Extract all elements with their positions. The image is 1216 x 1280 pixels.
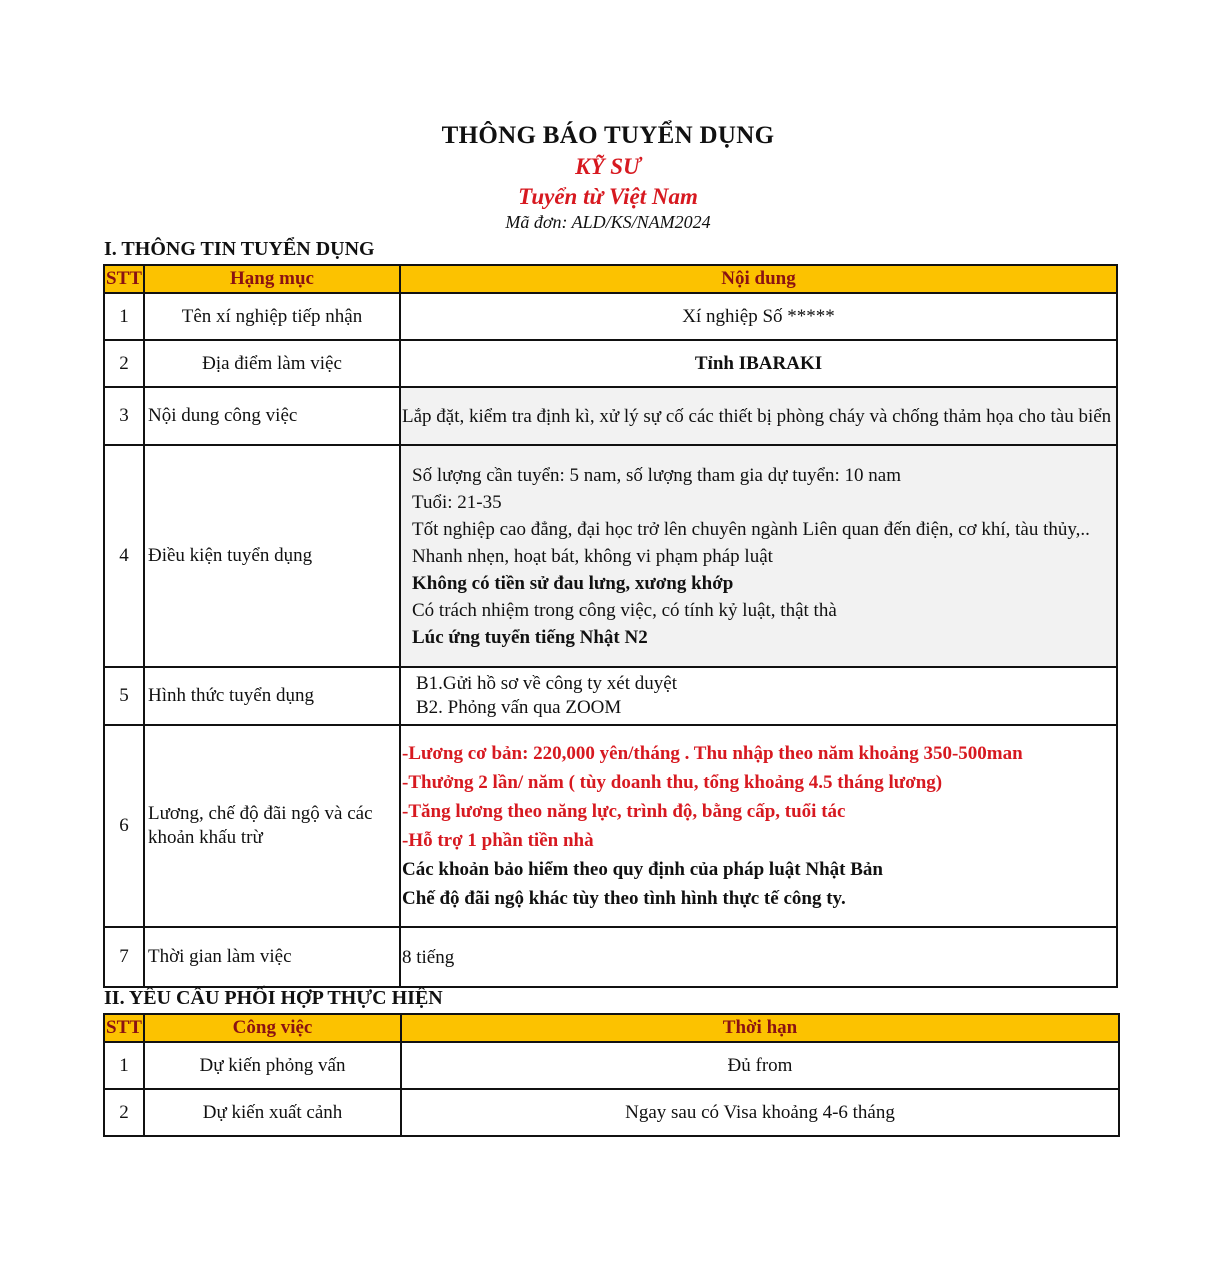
method-line: B1.Gửi hồ sơ về công ty xét duyệt [416,673,677,694]
position-title: KỸ SƯ [575,154,641,179]
table-row [104,667,1117,725]
row-number: 1 [104,293,144,340]
table-row [104,340,1117,387]
salary-line: Các khoản bảo hiểm theo quy định của pháp luật Nhật Bản [402,859,883,880]
row-item: Lương, chế độ đãi ngộ và các khoản khấu trừ [144,725,400,927]
row-item: Địa điểm làm việc [144,340,400,387]
row-item: Thời gian làm việc [144,927,400,987]
row-number: 4 [104,445,144,667]
salary-line: -Tăng lương theo năng lực, trình độ, bằng cấp, tuổi tác [402,801,846,822]
table-row [104,293,1117,340]
method-line: B2. Phỏng vấn qua ZOOM [416,697,622,718]
section2-heading: II. YÊU CẦU PHỐI HỢP THỰC HIỆN [104,987,443,1009]
coordination-table [103,1013,1120,1137]
row-task: Dự kiến xuất cảnh [144,1089,401,1136]
row-content: 8 tiếng [400,927,1117,987]
table-header-row [104,1014,1119,1042]
salary-line: -Hỗ trợ 1 phần tiền nhà [402,830,594,851]
condition-line: Số lượng cần tuyển: 5 nam, số lượng tham gia dự tuyển: 10 nam [412,464,901,486]
row-deadline: Ngay sau có Visa khoảng 4-6 tháng [401,1089,1119,1136]
table-row [104,445,1117,667]
salary-line: Chế độ đãi ngộ khác tùy theo tình hình thực tế công ty. [402,888,846,909]
source-subtitle: Tuyển từ Việt Nam [518,184,698,209]
row-content: Lắp đặt, kiểm tra định kì, xử lý sự cố các thiết bị phòng cháy và chống thảm họa cho tàu biển [400,387,1117,445]
col-header-item: Hạng mục [144,265,400,293]
salary-line: -Thưởng 2 lần/ năm ( tùy doanh thu, tổng khoảng 4.5 tháng lương) [402,772,943,793]
condition-line: Lúc ứng tuyển tiếng Nhật N2 [412,626,648,648]
col-header-stt: STT [104,265,144,293]
condition-line: Không có tiền sử đau lưng, xương khớp [412,572,734,594]
row-number: 3 [104,387,144,445]
row-number: 6 [104,725,144,927]
row-content: Xí nghiệp Số ***** [400,293,1117,340]
row-task: Dự kiến phỏng vấn [144,1042,401,1089]
row-item: Hình thức tuyển dụng [144,667,400,725]
col-header-deadline: Thời hạn [401,1014,1119,1042]
col-header-task: Công việc [144,1014,401,1042]
recruitment-info-table [103,264,1118,988]
section1-heading: I. THÔNG TIN TUYỂN DỤNG [104,238,375,260]
order-code: Mã đơn: ALD/KS/NAM2024 [505,212,711,232]
row-item: Điều kiện tuyển dụng [144,445,400,667]
row-content [400,667,1117,725]
table-header-row [104,265,1117,293]
row-content: Tỉnh IBARAKI [400,340,1117,387]
row-number: 2 [104,340,144,387]
row-content [400,725,1117,927]
table-row [104,725,1117,927]
table-row [104,387,1117,445]
col-header-stt: STT [104,1014,144,1042]
table-row [104,927,1117,987]
row-number: 5 [104,667,144,725]
row-item: Nội dung công việc [144,387,400,445]
table-row [104,1042,1119,1089]
row-item: Tên xí nghiệp tiếp nhận [144,293,400,340]
condition-line: Tốt nghiệp cao đẳng, đại học trở lên chuyên ngành Liên quan đến điện, cơ khí, tàu thủy,.. [412,518,1090,540]
row-deadline: Đủ from [401,1042,1119,1089]
condition-line: Có trách nhiệm trong công việc, có tính kỷ luật, thật thà [412,599,837,621]
row-content [400,445,1117,667]
row-number: 1 [104,1042,144,1089]
condition-line: Nhanh nhẹn, hoạt bát, không vi phạm pháp luật [412,545,773,567]
col-header-content: Nội dung [400,265,1117,293]
row-number: 7 [104,927,144,987]
condition-line: Tuổi: 21-35 [412,491,502,513]
row-number: 2 [104,1089,144,1136]
salary-line: -Lương cơ bản: 220,000 yên/tháng . Thu nhập theo năm khoảng 350-500man [402,743,1023,764]
table-row [104,1089,1119,1136]
page-title: THÔNG BÁO TUYỂN DỤNG [441,122,775,149]
